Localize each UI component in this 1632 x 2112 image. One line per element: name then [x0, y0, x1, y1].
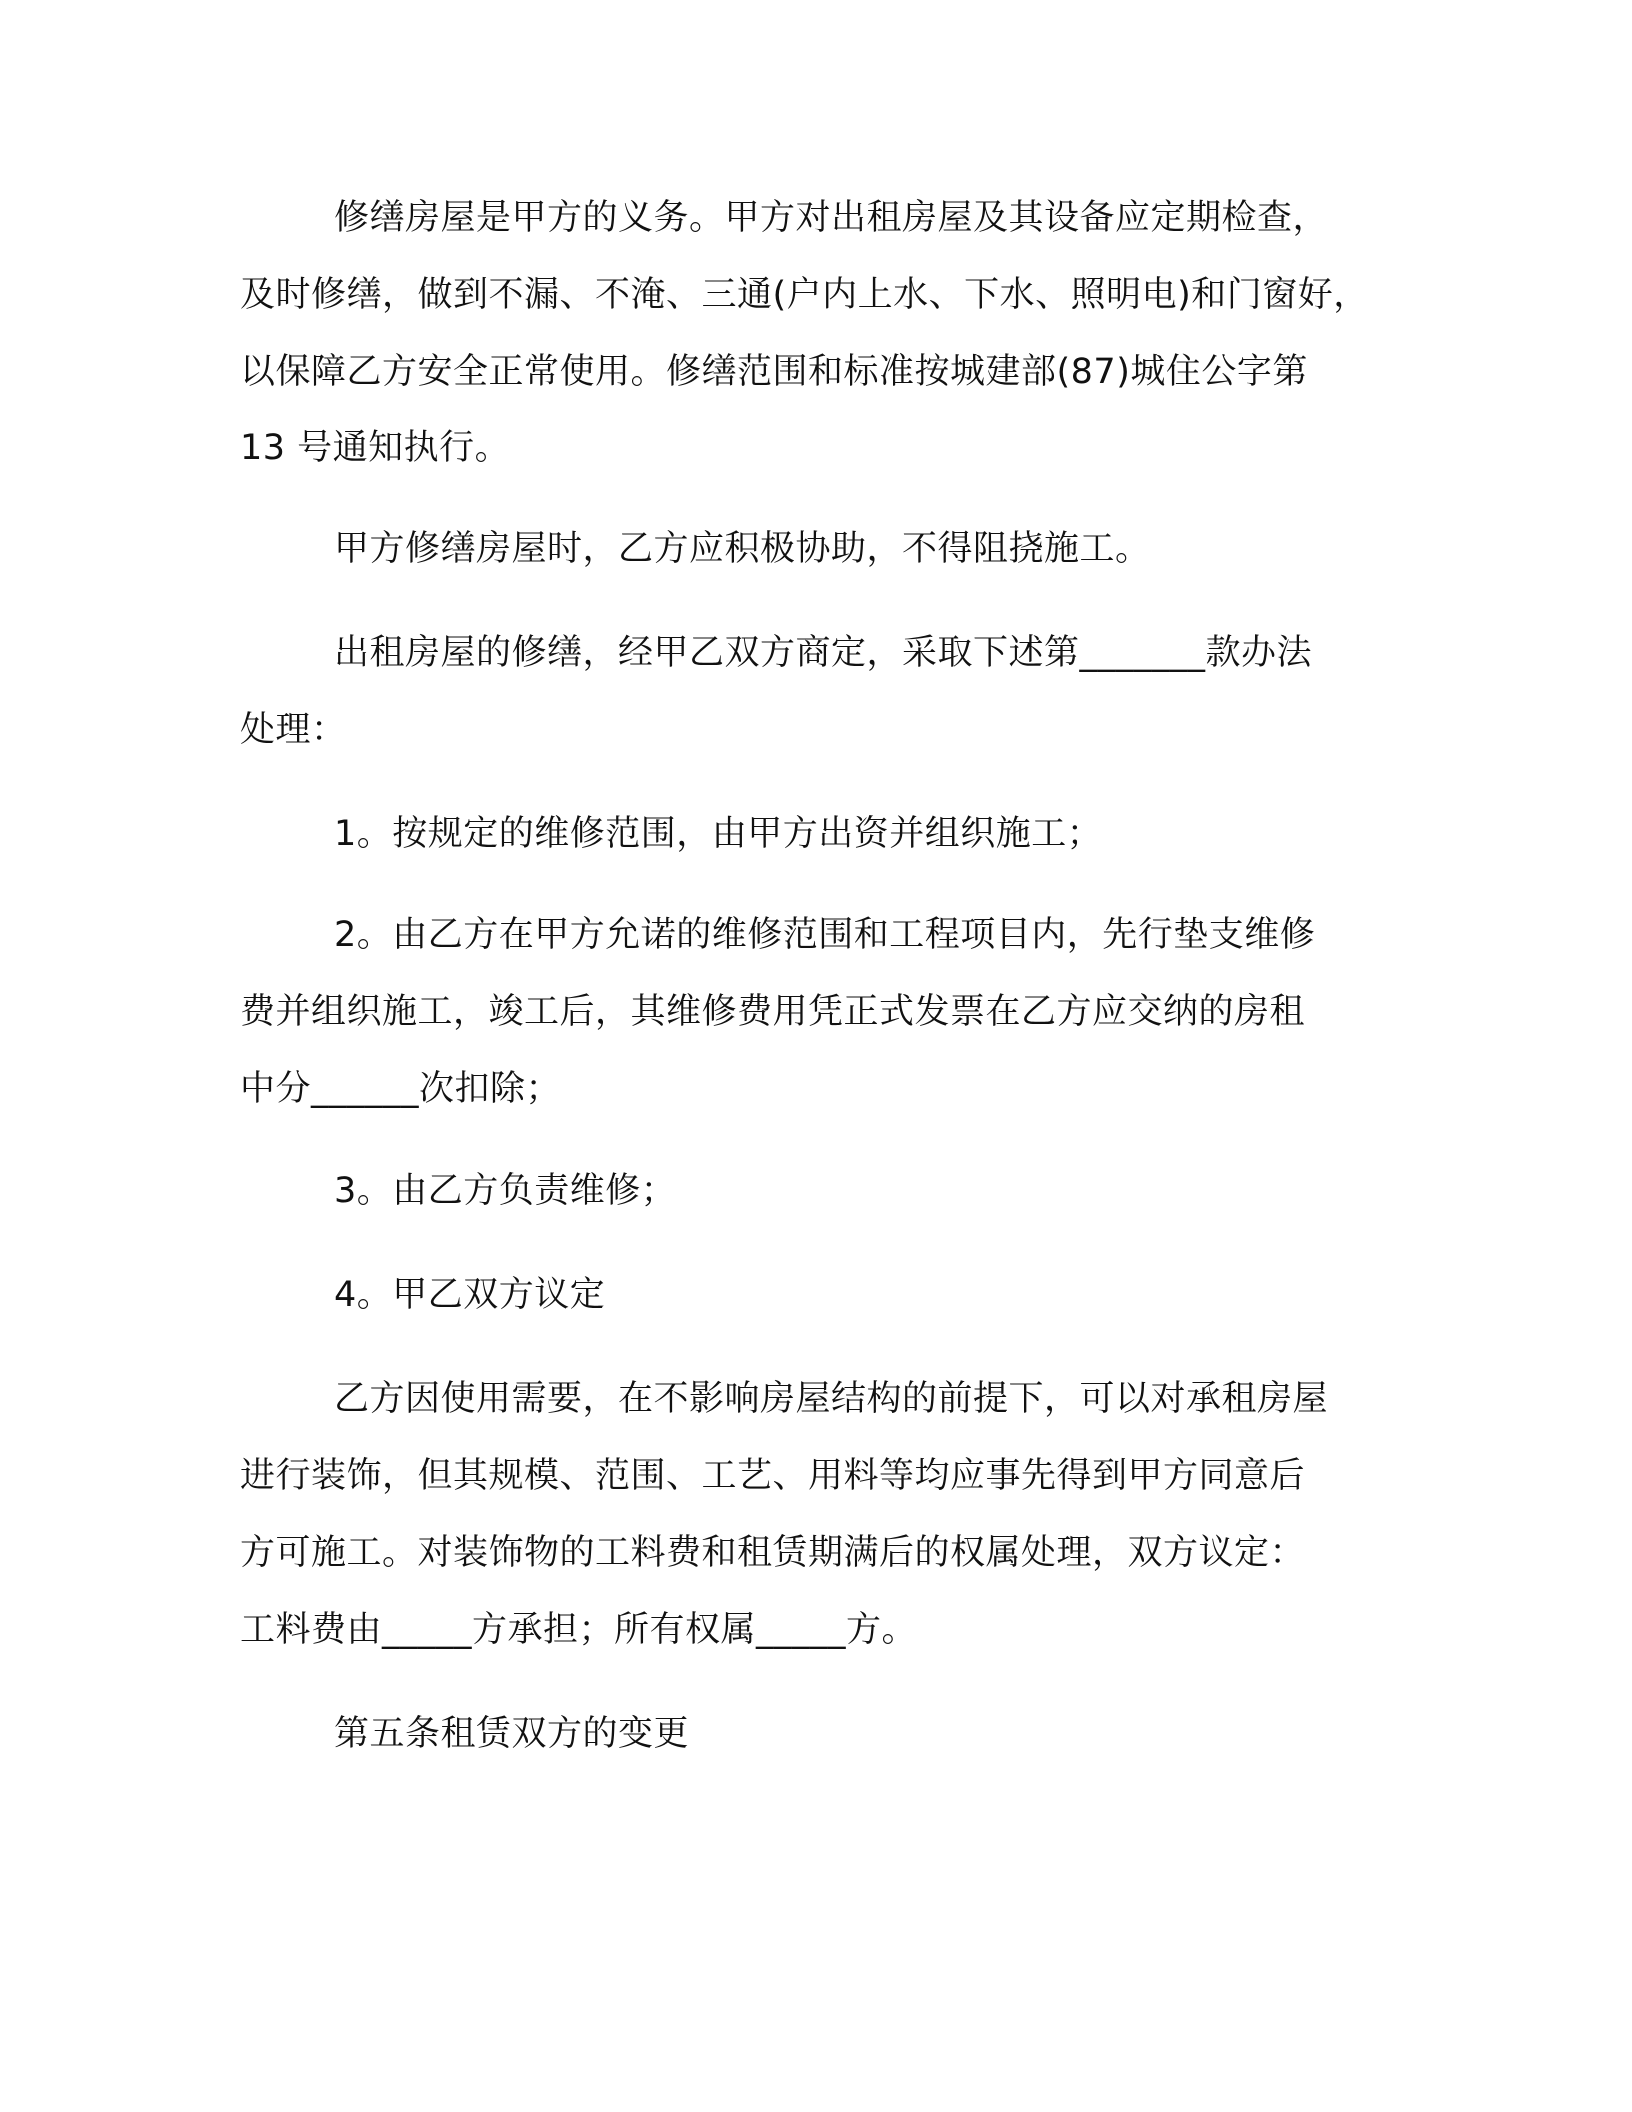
paragraph-decoration-line-1: 乙方因使用需要，在不影响房屋结构的前提下，可以对承租房屋	[334, 1379, 1329, 1419]
paragraph-repair-duty-line-4: 13 号通知执行。	[240, 428, 511, 468]
paragraph-repair-method-line-1: 出租房屋的修缮，经甲乙双方商定，采取下述第_______款办法	[334, 633, 1313, 673]
list-item-1: 1。按规定的维修范围，由甲方出资并组织施工；	[334, 814, 1103, 854]
paragraph-repair-method-line-2: 处理：	[240, 710, 347, 750]
paragraph-decoration-line-3: 方可施工。对装饰物的工料费和租赁期满后的权属处理，双方议定：	[240, 1533, 1306, 1573]
list-item-2-line-1: 2。由乙方在甲方允诺的维修范围和工程项目内，先行垫支维修	[334, 915, 1316, 955]
paragraph-decoration-line-4: 工料费由_____方承担；所有权属_____方。	[240, 1610, 918, 1650]
article-5-heading: 第五条租赁双方的变更	[334, 1714, 690, 1754]
paragraph-repair-duty-line-2: 及时修缮，做到不漏、不淹、三通(户内上水、下水、照明电)和门窗好，	[240, 275, 1369, 315]
list-item-2-line-3: 中分______次扣除；	[240, 1069, 562, 1109]
paragraph-tenant-assist: 甲方修缮房屋时，乙方应积极协助，不得阻挠施工。	[334, 529, 1151, 569]
list-item-3: 3。由乙方负责维修；	[334, 1171, 677, 1211]
paragraph-repair-duty-line-1: 修缮房屋是甲方的义务。甲方对出租房屋及其设备应定期检查，	[334, 198, 1329, 238]
paragraph-repair-duty-line-3: 以保障乙方安全正常使用。修缮范围和标准按城建部(87)城住公字第	[240, 352, 1308, 392]
paragraph-decoration-line-2: 进行装饰，但其规模、范围、工艺、用料等均应事先得到甲方同意后	[240, 1456, 1306, 1496]
list-item-4: 4。甲乙双方议定	[334, 1275, 606, 1315]
list-item-2-line-2: 费并组织施工，竣工后，其维修费用凭正式发票在乙方应交纳的房租	[240, 992, 1306, 1032]
